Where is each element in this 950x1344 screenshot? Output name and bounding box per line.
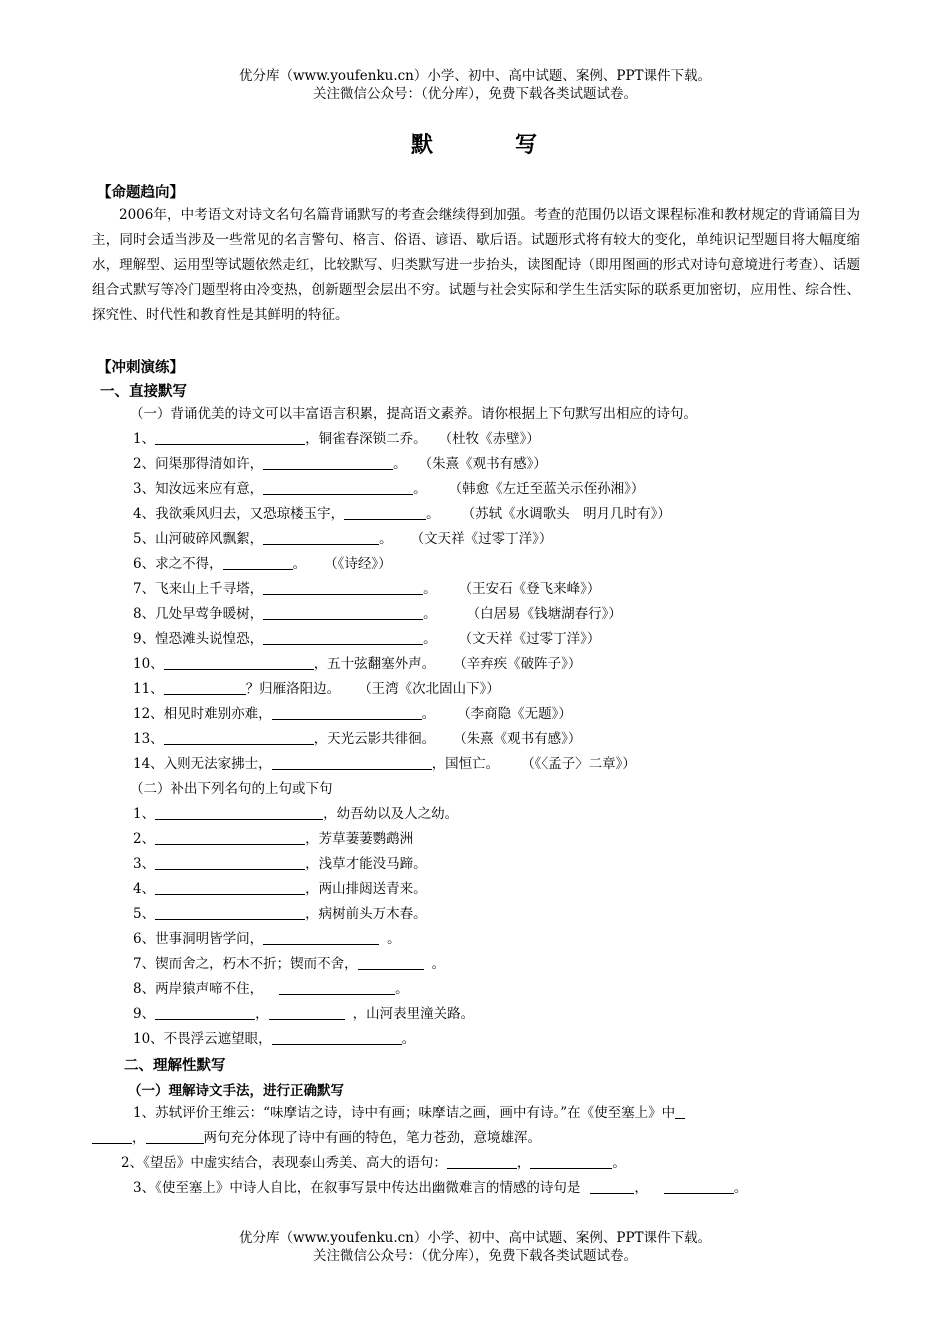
item-source: （苏轼《水调歌头 明月几时有》） xyxy=(461,506,671,522)
answer-blank[interactable] xyxy=(263,580,423,595)
answer-blank[interactable] xyxy=(223,555,293,570)
item-number: 4、 xyxy=(133,506,156,522)
answer-blank[interactable] xyxy=(164,680,246,695)
practice-heading: 【冲刺演练】 xyxy=(97,360,184,376)
item-text: ，病树前头万木春。 xyxy=(305,906,427,922)
answer-blank[interactable] xyxy=(675,1104,685,1119)
list-item xyxy=(133,630,600,648)
question-text: 。 xyxy=(733,1180,748,1196)
answer-blank[interactable] xyxy=(269,1005,345,1020)
item-text: 知汝远来应有意， xyxy=(155,481,264,497)
question-text: 2、《望岳》中虚实结合，表现泰山秀美、高大的语句： xyxy=(121,1155,447,1171)
question-text: ， xyxy=(516,1155,531,1171)
list-item xyxy=(133,505,671,523)
list-item xyxy=(133,830,413,848)
list-item xyxy=(133,430,540,448)
item-text: ，天光云影共徘徊。 xyxy=(313,731,436,747)
item-number: 10、 xyxy=(133,656,164,672)
item-source: （白居易《钱塘湖春行》） xyxy=(466,606,622,622)
list-item xyxy=(133,930,401,948)
item-text: 求之不得， xyxy=(155,556,223,572)
answer-blank[interactable] xyxy=(272,1030,402,1045)
item-text: 入则无法家拂士， xyxy=(163,756,272,772)
answer-blank[interactable] xyxy=(263,930,379,945)
part2-heading: 二、理解性默写 xyxy=(124,1058,226,1074)
question-text: 3、《使至塞上》中诗人自比，在叙事写景中传达出幽微难言的情感的诗句是 xyxy=(133,1180,581,1196)
item-text: 。 xyxy=(431,956,446,972)
item-number: 11、 xyxy=(133,681,164,697)
answer-blank[interactable] xyxy=(272,705,422,720)
answer-blank[interactable] xyxy=(590,1179,634,1194)
item-source: （文天祥《过零丁洋》） xyxy=(410,531,553,547)
answer-blank[interactable] xyxy=(146,1129,204,1144)
item-text: 我欲乘风归去，又恐琼楼玉宇， xyxy=(155,506,345,522)
answer-blank[interactable] xyxy=(164,655,314,670)
item-number: 5、 xyxy=(133,906,156,922)
page-title xyxy=(0,128,950,159)
item-source: （王安石《登飞来峰》） xyxy=(458,581,601,597)
list-item xyxy=(133,905,427,923)
item-text: 。 xyxy=(395,981,409,997)
item-text: 。 xyxy=(401,1031,416,1047)
answer-blank[interactable] xyxy=(155,430,305,445)
question-text: 两句充分体现了诗中有画的特色，笔力苍劲，意境雄浑。 xyxy=(203,1130,541,1146)
answer-blank[interactable] xyxy=(155,855,305,870)
item-number: 2、 xyxy=(133,831,156,847)
answer-blank[interactable] xyxy=(272,755,432,770)
item-number: 7、 xyxy=(133,956,156,972)
answer-blank[interactable] xyxy=(155,830,305,845)
item-text: 相见时难别亦难， xyxy=(163,706,272,722)
item-source: （朱熹《观书有感》） xyxy=(418,456,547,472)
item-source: （王湾《次北固山下》） xyxy=(358,681,500,697)
list-item xyxy=(133,955,445,973)
footer-line-2: 关注微信公众号：（优分库），免费下载各类试题试卷。 xyxy=(313,1248,637,1264)
item-number: 3、 xyxy=(133,856,156,872)
item-number: 10、 xyxy=(133,1031,164,1047)
answer-blank[interactable] xyxy=(279,980,395,995)
answer-blank[interactable] xyxy=(263,480,413,495)
item-text: ？归雁洛阳边。 xyxy=(245,681,341,697)
header-line-2: 关注微信公众号：（优分库），免费下载各类试题试卷。 xyxy=(313,86,637,102)
item-text: ，两山排闼送青来。 xyxy=(305,881,427,897)
item-source: （文天祥《过零丁洋》） xyxy=(458,631,601,647)
answer-blank[interactable] xyxy=(358,955,424,970)
item-text: ， xyxy=(255,1006,269,1022)
item-text: 。 xyxy=(379,531,393,547)
item-number: 6、 xyxy=(133,556,156,572)
list-item xyxy=(133,705,572,723)
item-source: （韩愈《左迁至蓝关示侄孙湘》） xyxy=(448,481,645,497)
item-text: 不畏浮云遮望眼， xyxy=(163,1031,272,1047)
item-source: （《诗经》） xyxy=(324,556,392,572)
list-item xyxy=(133,530,552,548)
item-text: 。 xyxy=(387,931,401,947)
item-number: 2、 xyxy=(133,456,156,472)
item-source: （辛弃疾《破阵子》） xyxy=(453,656,582,672)
list-item xyxy=(133,880,427,898)
question-text: 1、苏轼评价王维云：“味摩诘之诗，诗中有画；味摩诘之画，画中有诗。”在《使至塞上》中 xyxy=(133,1105,676,1121)
item-text: 惶恐滩头说惶恐， xyxy=(155,631,264,647)
item-text: 几处早莺争暖树， xyxy=(155,606,264,622)
item-text: ，国恒亡。 xyxy=(431,756,500,772)
answer-blank[interactable] xyxy=(344,505,426,520)
answer-blank[interactable] xyxy=(155,805,323,820)
item-text: 。 xyxy=(426,506,440,522)
item-number: 5、 xyxy=(133,531,156,547)
item-text: 。 xyxy=(421,706,436,722)
answer-blank[interactable] xyxy=(530,1154,612,1169)
item-text: 飞来山上千寻塔， xyxy=(155,581,264,597)
list-item xyxy=(133,555,392,573)
list-item xyxy=(133,480,644,498)
header-line-1: 优分库（www.youfenku.cn）小学、初中、高中试题、案例、PPT课件下载。 xyxy=(238,68,712,84)
item-text: ，五十弦翻塞外声。 xyxy=(313,656,436,672)
list-item xyxy=(133,580,600,598)
item-source: （杜牧《赤壁》） xyxy=(438,431,540,447)
answer-blank[interactable] xyxy=(263,455,393,470)
question-1 xyxy=(133,1104,685,1122)
answer-blank[interactable] xyxy=(263,530,379,545)
list-item xyxy=(133,730,581,748)
list-item xyxy=(133,655,581,673)
answer-blank[interactable] xyxy=(92,1129,132,1144)
item-text: ，山河表里潼关路。 xyxy=(352,1006,475,1022)
list-item xyxy=(133,1030,415,1048)
item-text: 。 xyxy=(423,606,437,622)
part1-sub2-intro: （二）补出下列名句的上句或下句 xyxy=(130,781,333,797)
title-char-2: 写 xyxy=(514,133,539,158)
answer-blank[interactable] xyxy=(155,880,305,895)
answer-blank[interactable] xyxy=(164,730,314,745)
question-text: ， xyxy=(634,1180,648,1196)
item-number: 9、 xyxy=(133,1006,156,1022)
item-number: 1、 xyxy=(133,431,156,447)
item-text: 锲而舍之，朽木不折；锲而不舍， xyxy=(155,956,358,972)
list-item xyxy=(133,755,636,773)
part1-heading: 一、直接默写 xyxy=(100,384,187,400)
part1-sub1-intro: （一）背诵优美的诗文可以丰富语言积累，提高语文素养。请你根据上下句默写出相应的诗句。 xyxy=(130,406,697,422)
item-text: 。 xyxy=(423,581,437,597)
item-text: 。 xyxy=(423,631,437,647)
list-item xyxy=(133,680,500,698)
list-item xyxy=(133,980,409,998)
item-text: 。 xyxy=(393,456,407,472)
item-text: 两岸猿声啼不住， xyxy=(155,981,264,997)
item-number: 3、 xyxy=(133,481,156,497)
item-number: 13、 xyxy=(133,731,164,747)
item-number: 7、 xyxy=(133,581,156,597)
item-source: （朱熹《观书有感》） xyxy=(453,731,582,747)
question-text: ， xyxy=(132,1130,146,1146)
answer-blank[interactable] xyxy=(263,605,423,620)
item-text: 问渠那得清如许， xyxy=(155,456,264,472)
trend-paragraph: 2006年，中考语文对诗文名句名篇背诵默写的考查会继续得到加强。考查的范围仍以语文课程标准和教材规定的背诵篇目为主，同时会适当涉及一些常见的名言警句、格言、俗语、谚语、歇后语。试题形式将有较大的变化，单纯识记型题目将大幅度缩水，理解型、运用型等试题依然走红，比较默写、归类默写进一步抬头，读图配诗（即用图画的形式对诗句意境进行考查）、话题组合式默写等冷门题型将由冷变热，创新题型会层出不穷。试题与社会实际和学生生活实际的联系更加密切，应用性、综合性、探究性、时代性和教育性是其鲜明的特征。 xyxy=(92,207,860,323)
item-text: 世事洞明皆学问， xyxy=(155,931,264,947)
answer-blank[interactable] xyxy=(447,1154,517,1169)
item-source: （李商隐《无题》） xyxy=(457,706,572,722)
question-text: 。 xyxy=(612,1155,626,1171)
footer-line-1: 优分库（www.youfenku.cn）小学、初中、高中试题、案例、PPT课件下载。 xyxy=(238,1230,712,1246)
item-text: 。 xyxy=(292,556,307,572)
item-text: ，芳草萋萋鹦鹉洲 xyxy=(305,831,414,847)
list-item xyxy=(133,605,622,623)
answer-blank[interactable] xyxy=(155,905,305,920)
item-source: （《〈孟子〉二章》） xyxy=(521,756,636,772)
trend-heading: 【命题趋向】 xyxy=(97,185,184,201)
list-item xyxy=(133,805,458,823)
item-text: 山河破碎风飘絮， xyxy=(155,531,264,547)
item-number: 1、 xyxy=(133,806,156,822)
item-number: 12、 xyxy=(133,706,164,722)
answer-blank[interactable] xyxy=(664,1179,734,1194)
answer-blank[interactable] xyxy=(263,630,423,645)
item-number: 8、 xyxy=(133,981,156,997)
part2-sub1-heading: （一）理解诗文手法，进行正确默写 xyxy=(128,1083,344,1099)
item-number: 4、 xyxy=(133,881,156,897)
list-item xyxy=(133,455,547,473)
item-text: ，浅草才能没马蹄。 xyxy=(305,856,427,872)
list-item xyxy=(133,1005,474,1023)
item-number: 8、 xyxy=(133,606,156,622)
item-number: 6、 xyxy=(133,931,156,947)
item-number: 14、 xyxy=(133,756,164,772)
answer-blank[interactable] xyxy=(155,1005,255,1020)
question-1-continued xyxy=(92,1129,541,1147)
title-char-1: 默 xyxy=(410,133,435,158)
question-3 xyxy=(133,1179,747,1197)
item-text: ，铜雀春深锁二乔。 xyxy=(305,431,427,447)
item-number: 9、 xyxy=(133,631,156,647)
question-2 xyxy=(121,1154,626,1172)
list-item xyxy=(133,855,427,873)
item-text: ，幼吾幼以及人之幼。 xyxy=(323,806,459,822)
item-text: 。 xyxy=(413,481,427,497)
